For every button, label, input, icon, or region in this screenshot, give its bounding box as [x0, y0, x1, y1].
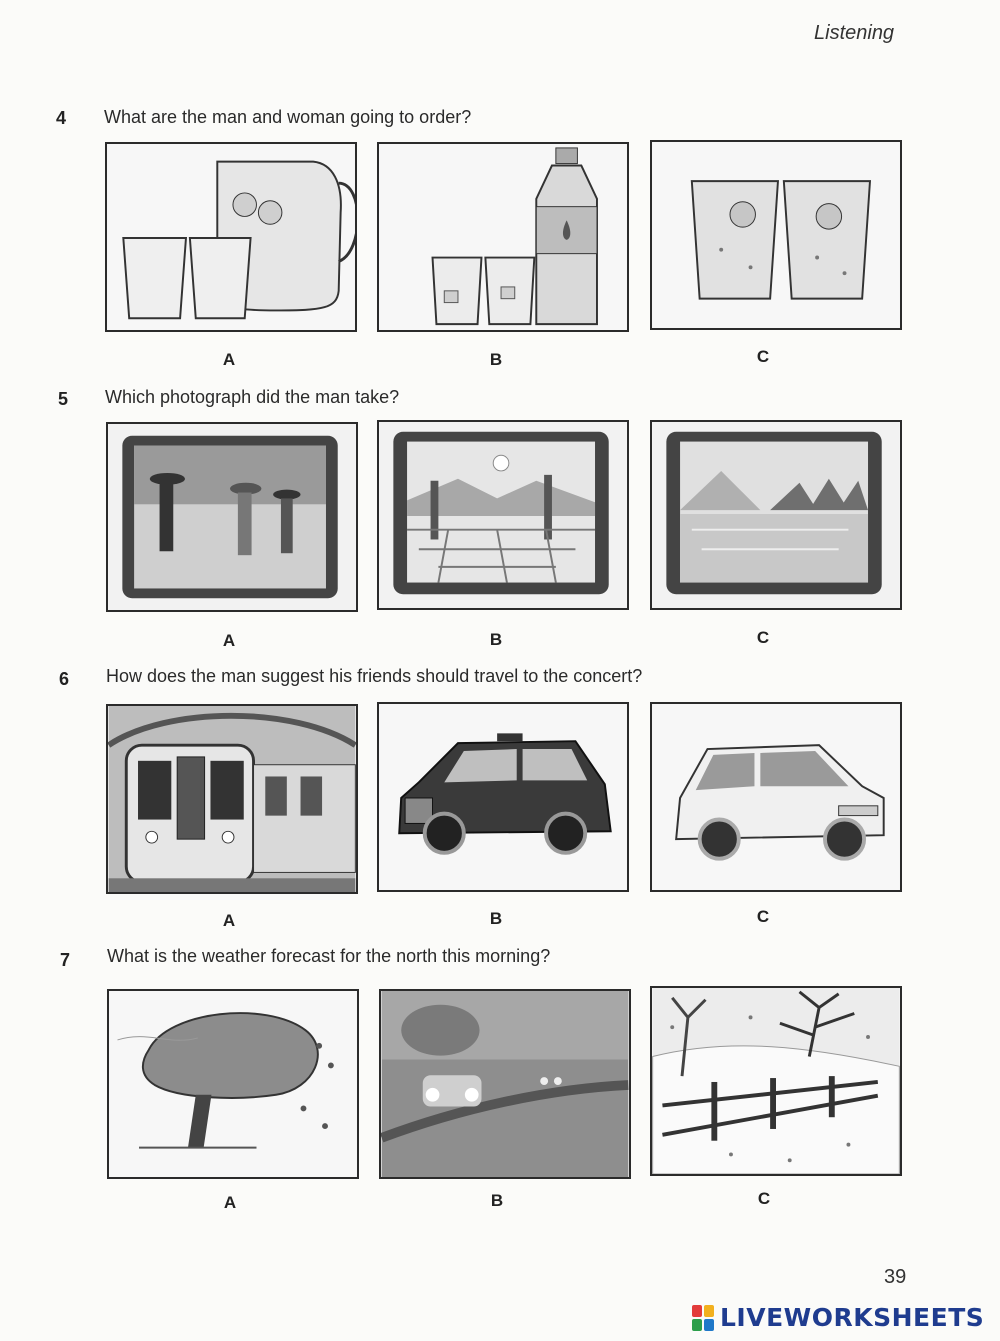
q6-option-c-image[interactable] — [650, 702, 902, 892]
q6-option-c-label: C — [756, 907, 770, 926]
q5-option-a-image[interactable] — [106, 422, 358, 612]
question-6-number: 6 — [59, 669, 70, 689]
question-5-text: Which photograph did the man take? — [105, 387, 400, 407]
q4-option-b-image[interactable] — [377, 142, 629, 332]
taxi-icon — [379, 704, 627, 890]
water-bottle-and-glasses-icon — [379, 144, 627, 330]
snowy-field-icon — [652, 988, 900, 1174]
q7-option-c-image[interactable] — [650, 986, 902, 1176]
lemonade-glasses-icon — [652, 142, 900, 328]
q5-option-b-label: B — [489, 630, 503, 649]
q7-option-b-label: B — [490, 1191, 504, 1210]
q6-option-b-label: B — [489, 909, 503, 928]
question-6-text: How does the man suggest his friends should travel to the concert? — [106, 666, 643, 686]
q4-option-a-image[interactable] — [105, 142, 357, 332]
q6-option-b-image[interactable] — [377, 702, 629, 892]
q5-option-a-label: A — [222, 631, 236, 650]
q7-option-c-label: C — [757, 1189, 771, 1208]
question-4-number: 4 — [56, 108, 67, 128]
liveworksheets-logo-icon — [692, 1305, 714, 1331]
q4-option-c-label: C — [756, 347, 770, 366]
section-title: Listening — [814, 22, 895, 44]
question-7-text: What is the weather forecast for the north this morning? — [107, 946, 551, 966]
q5-option-c-label: C — [756, 628, 770, 647]
q7-option-a-image[interactable] — [107, 989, 359, 1179]
foggy-road-icon — [381, 991, 629, 1177]
underground-train-icon — [108, 706, 356, 892]
q6-option-a-image[interactable] — [106, 704, 358, 894]
question-5-number: 5 — [58, 389, 69, 409]
brand-text: LIVEWORKSHEETS — [720, 1303, 985, 1332]
small-car-icon — [652, 704, 900, 890]
q7-option-a-label: A — [223, 1193, 237, 1212]
q6-option-a-label: A — [222, 911, 236, 930]
tablet-rainy-street-icon — [108, 424, 356, 610]
q5-option-c-image[interactable] — [650, 420, 902, 610]
liveworksheets-brand[interactable] — [692, 1303, 984, 1332]
windy-tree-icon — [109, 991, 357, 1177]
q7-option-b-image[interactable] — [379, 989, 631, 1179]
q5-option-b-image[interactable] — [377, 420, 629, 610]
glasses-and-jug-icon — [107, 144, 355, 330]
tablet-desert-icon — [379, 422, 627, 608]
q4-option-b-label: B — [489, 350, 503, 369]
question-7-number: 7 — [60, 950, 71, 970]
q4-option-c-image[interactable] — [650, 140, 902, 330]
page-number: 39 — [884, 1266, 907, 1288]
question-4-text: What are the man and woman going to order? — [104, 107, 472, 127]
q4-option-a-label: A — [222, 350, 236, 369]
tablet-lake-icon — [652, 422, 900, 608]
